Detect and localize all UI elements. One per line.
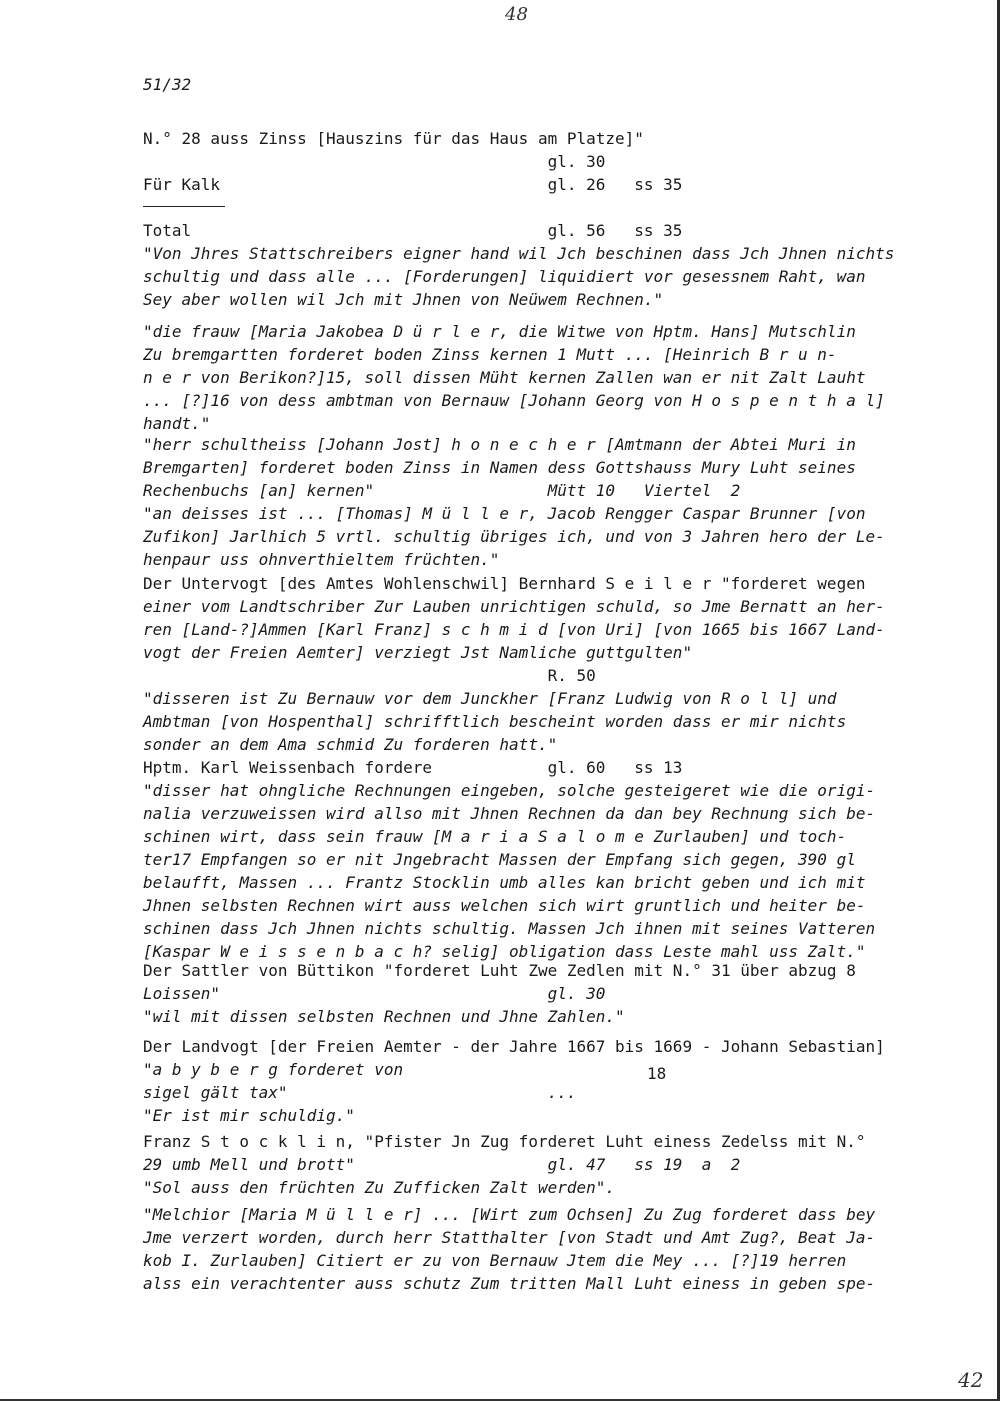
text-line: alss ein verachtenter auss schutz Zum tritten Mall Luht einess in geben spe-: [143, 1274, 876, 1293]
text-line: belaufft, Massen ... Frantz Stocklin umb alles kan bricht geben und ich mit: [143, 873, 866, 892]
text-line: Loissen" gl. 30: [143, 984, 606, 1003]
text-line: "wil mit dissen selbsten Rechnen und Jhne Zahlen.": [143, 1007, 625, 1026]
text-line: Der Untervogt [des Amtes Wohlenschwil] Bernhard S e i l e r "forderet wegen: [143, 574, 866, 593]
text-line: Jhnen selbsten Rechnen wirt auss welchen sich wirt gruntlich und heiter be-: [143, 896, 866, 915]
text-block: [143, 1203, 923, 1295]
text-line: Rechenbuchs [an] kernen" Mütt 10 Viertel 2: [143, 481, 741, 500]
text-line: Der Sattler von Büttikon "forderet Luht Zwe Zedlen mit N.° 31 über abzug 8: [143, 961, 856, 980]
text-line: "Melchior [Maria M ü l l e r] ... [Wirt zum Ochsen] Zu Zug forderet dass bey: [143, 1205, 876, 1224]
text-line: schinen wirt, dass sein frauw [M a r i a S a l o m e Zurlauben] und toch-: [143, 827, 847, 846]
text-line: Zufikon] Jarlhich 5 vrtl. schultig übriges ich, und von 3 Jahren hero der Le-: [143, 527, 885, 546]
text-line: handt.": [143, 414, 211, 433]
text-line: Franz S t o c k l i n, "Pfister Jn Zug forderet Luht einess Zedelss mit N.°: [143, 1132, 866, 1151]
text-line: Sey aber wollen wil Jch mit Jhnen von Neüwem Rechnen.": [143, 290, 664, 309]
text-line: henpaur uss ohnverthieltem früchten.": [143, 550, 500, 569]
text-line: ... [?]16 von dess ambtman von Bernauw [Johann Georg von H o s p e n t h a l]: [143, 391, 885, 410]
text-line: sonder an dem Ama schmid Zu forderen hatt.": [143, 735, 558, 754]
text-line: gl. 30: [143, 152, 606, 171]
text-line: 29 umb Mell und brott" gl. 47 ss 19 a 2: [143, 1155, 741, 1174]
text-line: n e r von Berikon?]15, soll dissen Müht kernen Zallen wan er nit Zalt Lauht: [143, 368, 866, 387]
text-block: [143, 756, 923, 963]
text-line: ren [Land-?]Ammen [Karl Franz] s c h m i d [von Uri] [von 1665 bis 1667 Land-: [143, 620, 885, 639]
text-line: "Von Jhres Stattschreibers eigner hand wil Jch beschinen dass Jch Jhnen nichts: [143, 244, 895, 263]
text-line: ter17 Empfangen so er nit Jngebracht Massen der Empfang sich gegen, 390 gl: [143, 850, 856, 869]
text-line: nalia verzuweissen wird allso mit Jhnen Rechnen da dan bey Rechnung sich be-: [143, 804, 876, 823]
text-line: "herr schultheiss [Johann Jost] h o n e c h e r [Amtmann der Abtei Muri in: [143, 435, 856, 454]
folio-number: 51/32: [143, 75, 192, 94]
text-line: "disser hat ohngliche Rechnungen eingeben, solche gesteigeret wie die origi-: [143, 781, 876, 800]
text-line: Der Landvogt [der Freien Aemter - der Jahre 1667 bis 1669 - Johann Sebastian]: [143, 1037, 885, 1056]
footnote-marker: 18: [647, 1064, 667, 1083]
text-block: [143, 433, 923, 571]
text-block: [143, 959, 923, 1028]
text-line: [Kaspar W e i s s e n b a c h? selig] obligation dass Leste mahl uss Zalt.": [143, 942, 866, 961]
text-block: [143, 320, 923, 435]
text-line: vogt der Freien Aemter] verziegt Jst Namliche guttgulten": [143, 643, 693, 662]
text-block: [143, 572, 923, 756]
text-line: einer vom Landtschriber Zur Lauben unrichtigen schuld, so Jme Bernatt an her-: [143, 597, 885, 616]
text-line: "Sol auss den früchten Zu Zufficken Zalt werden".: [143, 1178, 616, 1197]
text-line: "a b y b e r g forderet von: [143, 1060, 404, 1079]
text-line: schinen dass Jch Jhnen nichts schultig. Massen Jch ihnen mit seines Vatteren: [143, 919, 876, 938]
text-line: Bremgarten] forderet boden Zinss in Namen dess Gottshauss Mury Luht seines: [143, 458, 856, 477]
text-line: schultig und dass alle ... [Forderungen] liquidiert vor gesessnem Raht, wan: [143, 267, 866, 286]
text-line: "disseren ist Zu Bernauw vor dem Junckher [Franz Ludwig von R o l l] und: [143, 689, 837, 708]
handwritten-page-mark: 48: [505, 4, 528, 25]
text-block: [143, 127, 923, 311]
text-line: Hptm. Karl Weissenbach fordere gl. 60 ss 13: [143, 758, 683, 777]
text-line: "an deisses ist ... [Thomas] M ü l l e r, Jacob Rengger Caspar Brunner [von: [143, 504, 866, 523]
text-block: [143, 1130, 923, 1199]
text-line: Total gl. 56 ss 35: [143, 221, 683, 240]
text-line: N.° 28 auss Zinss [Hauszins für das Haus am Platze]": [143, 129, 644, 148]
handwritten-corner-number: 42: [958, 1368, 984, 1392]
text-line: [143, 196, 923, 219]
text-line: Ambtman [von Hospenthal] schrifftlich bescheint worden dass er mir nichts: [143, 712, 847, 731]
text-line: Für Kalk gl. 26 ss 35: [143, 175, 683, 194]
text-line: sigel gält tax" ...: [143, 1083, 577, 1102]
text-line: "die frauw [Maria Jakobea D ü r l e r, die Witwe von Hptm. Hans] Mutschlin: [143, 322, 856, 341]
text-line: Jme verzert worden, durch herr Statthalter [von Stadt und Amt Zug?, Beat Ja-: [143, 1228, 876, 1247]
text-line: Zu bremgartten forderet boden Zinss kernen 1 Mutt ... [Heinrich B r u n-: [143, 345, 837, 364]
text-line: R. 50: [143, 666, 596, 685]
text-block: [143, 1035, 923, 1127]
text-line: "Er ist mir schuldig.": [143, 1106, 355, 1125]
text-line: kob I. Zurlauben] Citiert er zu von Bernauw Jtem die Mey ... [?]19 herren: [143, 1251, 847, 1270]
